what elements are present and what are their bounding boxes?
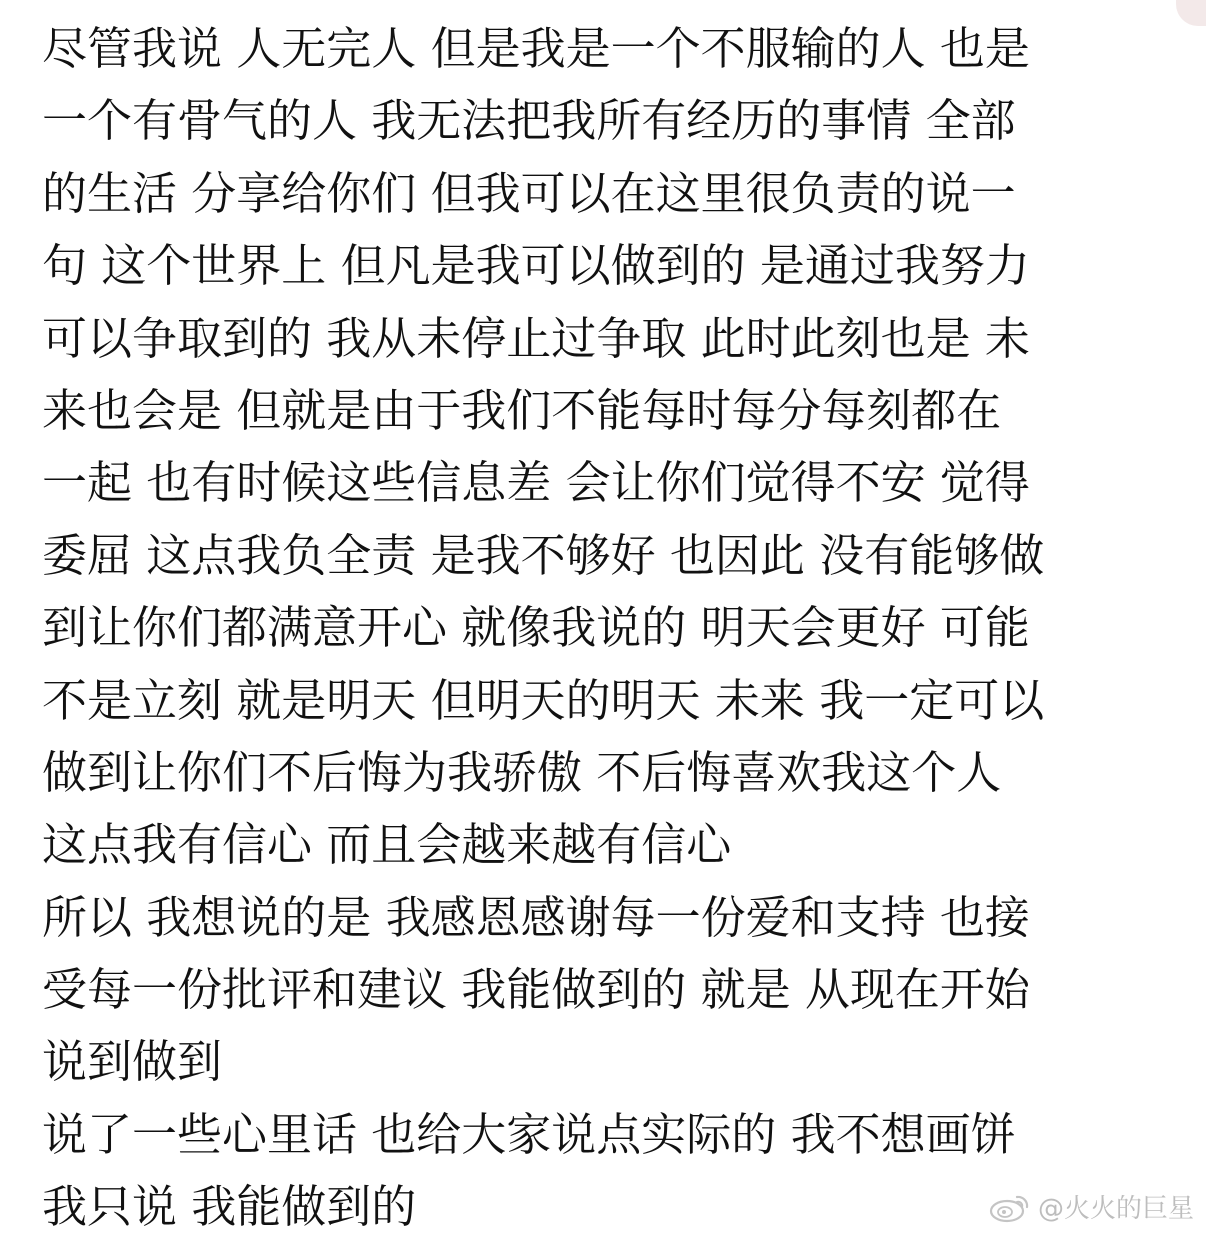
post-line: 受每一份批评和建议 我能做到的 就是 从现在开始 (42, 963, 1030, 1017)
post-line: 这点我有信心 而且会越来越有信心 (42, 818, 732, 872)
post-line: 说了一些心里话 也给大家说点实际的 我不想画饼 (42, 1107, 1016, 1161)
post-line: 可以争取到的 我从未停止过争取 此时此刻也是 未 (42, 311, 1030, 365)
post-line: 所以 我想说的是 我感恩感谢每一份爱和支持 也接 (42, 890, 1030, 944)
post-line: 说到做到 (42, 1035, 223, 1089)
watermark-text: @火火的巨星 (1037, 1194, 1194, 1224)
post-line: 到让你们都满意开心 就像我说的 明天会更好 可能 (42, 601, 1030, 655)
post-line: 我只说 我能做到的 (42, 1180, 417, 1234)
weibo-icon (988, 1190, 1034, 1224)
post-line: 不是立刻 就是明天 但明天的明天 未来 我一定可以 (42, 673, 1045, 727)
post-line: 做到让你们不后悔为我骄傲 不后悔喜欢我这个人 (42, 745, 1002, 799)
post-line: 一个有骨气的人 我无法把我所有经历的事情 全部 (42, 94, 1016, 148)
post-line: 来也会是 但就是由于我们不能每时每分每刻都在 (42, 383, 1002, 437)
weibo-watermark (988, 1188, 1194, 1225)
post-line: 委屈 这点我负全责 是我不够好 也因此 没有能够做 (42, 528, 1045, 582)
post-line: 句 这个世界上 但凡是我可以做到的 是通过我努力 (42, 239, 1030, 293)
post-line: 一起 也有时候这些信息差 会让你们觉得不安 觉得 (42, 456, 1030, 510)
post-text (42, 13, 1172, 1239)
corner-decoration (1176, 0, 1206, 26)
post-line: 的生活 分享给你们 但我可以在这里很负责的说一 (42, 166, 1016, 220)
post-line: 尽管我说 人无完人 但是我是一个不服输的人 也是 (42, 22, 1030, 75)
